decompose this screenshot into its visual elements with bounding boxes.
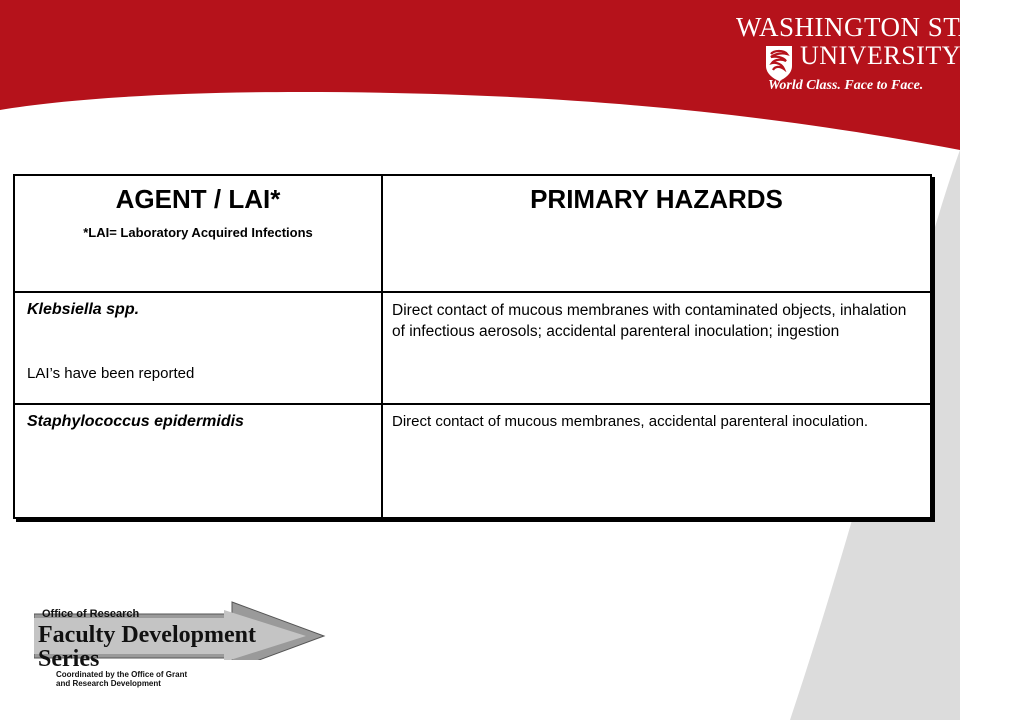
badge-title-line1: Faculty Development	[38, 622, 256, 648]
agent-cell	[14, 292, 382, 404]
header-agent-cell	[14, 175, 382, 292]
badge-coord-line1: Coordinated by the Office of Grant	[56, 670, 188, 679]
logo-tagline: World Class. Face to Face.	[768, 78, 924, 93]
hazards-text: Direct contact of mucous membranes, accidental parenteral inoculation.	[392, 413, 869, 430]
agent-name: Staphylococcus epidermidis	[27, 413, 244, 430]
badge-office: Office of Research	[42, 608, 140, 620]
agent-name: Klebsiella spp.	[27, 301, 140, 318]
cougar-crest-icon	[764, 44, 794, 82]
lai-footnote: *LAI= Laboratory Acquired Infections	[83, 225, 313, 240]
badge-coordinated-by	[56, 670, 187, 688]
logo-line1: WASHINGTON STATE	[736, 12, 1009, 42]
table-header-row	[14, 175, 931, 292]
faculty-development-badge	[14, 600, 330, 692]
table-row	[14, 404, 931, 518]
agent-cell	[14, 404, 382, 518]
hazards-column-title: PRIMARY HAZARDS	[530, 184, 783, 214]
hazards-cell	[382, 292, 931, 404]
logo-line2: UNIVERSITY	[800, 41, 961, 70]
hazards-text: Direct contact of mucous membranes with contaminated objects, inhalation of infectious aerosols; accidental parenteral inoculation; ingestion	[392, 302, 907, 340]
header-hazards-cell	[382, 175, 931, 292]
wsu-logo	[734, 8, 1009, 98]
agent-column-title: AGENT / LAI*	[115, 184, 281, 214]
badge-title-line2: Series	[38, 646, 100, 672]
badge-coord-line2: and Research Development	[56, 679, 161, 688]
hazards-table	[13, 174, 932, 519]
table-row	[14, 292, 931, 404]
agent-note: LAI’s have been reported	[27, 365, 195, 382]
hazards-cell	[382, 404, 931, 518]
